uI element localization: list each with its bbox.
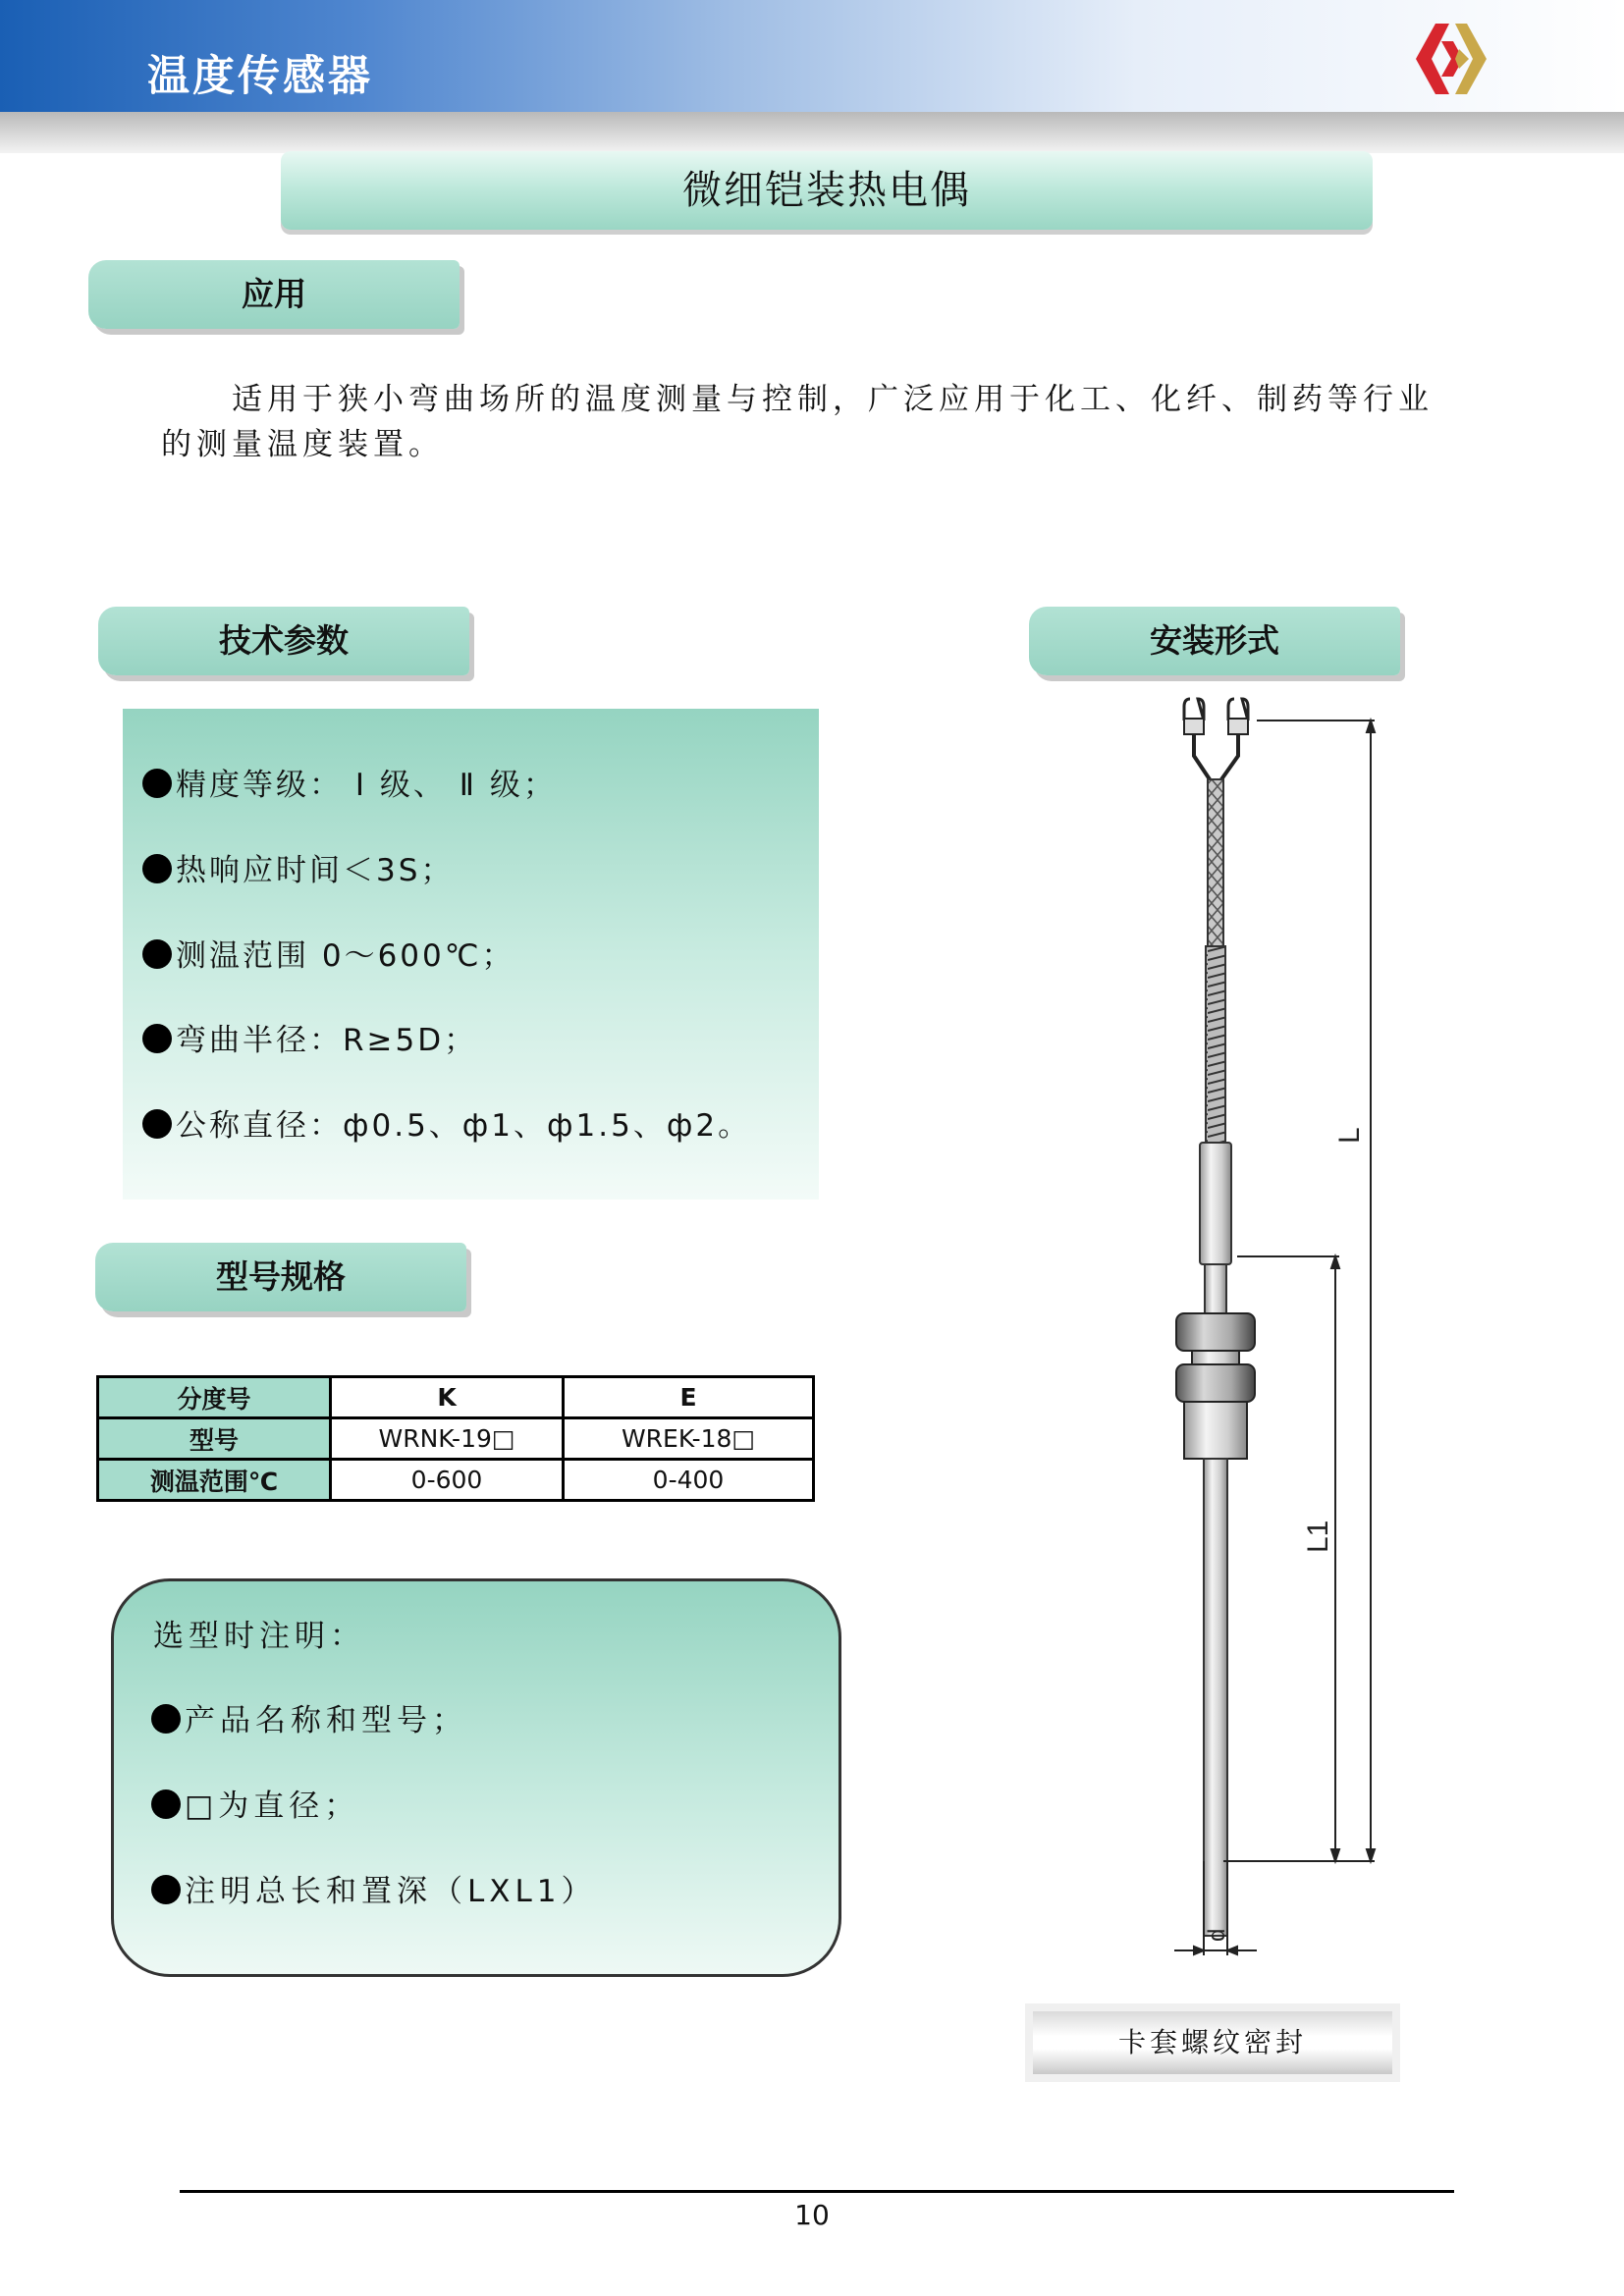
application-text bbox=[161, 377, 1467, 467]
table-row-label: 测温范围℃ bbox=[98, 1460, 331, 1501]
transition-sleeve bbox=[1200, 1143, 1231, 1264]
compression-nut bbox=[1176, 1313, 1255, 1351]
table-cell: WRNK-19□ bbox=[331, 1418, 564, 1460]
notes-title: 选型时注明： bbox=[153, 1619, 365, 1654]
list-item: 测温范围 0～600℃； bbox=[142, 931, 515, 975]
thermocouple-drawing bbox=[1129, 697, 1424, 1973]
table-header-cell: 分度号 bbox=[98, 1377, 331, 1418]
install-caption: 卡套螺纹密封 bbox=[1033, 2011, 1392, 2074]
table-cell: 0-600 bbox=[331, 1460, 564, 1501]
application-text-line2: 的测量温度装置。 bbox=[161, 427, 444, 462]
page-title: 微细铠装热电偶 bbox=[281, 151, 1373, 230]
table-cell: 0-400 bbox=[564, 1460, 814, 1501]
dimension-l-label: L bbox=[1333, 1127, 1366, 1144]
list-item: 产品名称和型号； bbox=[151, 1695, 467, 1739]
fork-terminal-icon bbox=[1184, 699, 1248, 734]
spring-guard bbox=[1206, 946, 1225, 1143]
table-row bbox=[98, 1418, 814, 1460]
section-tab-application: 应用 bbox=[88, 260, 460, 329]
selection-notes-box bbox=[111, 1578, 841, 1977]
footer-divider bbox=[180, 2190, 1454, 2193]
bullet-icon bbox=[142, 1024, 172, 1053]
tech-params-box bbox=[123, 709, 819, 1200]
lock-nut bbox=[1176, 1364, 1255, 1402]
thread-body bbox=[1184, 1402, 1247, 1459]
table-row bbox=[98, 1460, 814, 1501]
list-item: 公称直径：ф0.5、ф1、ф1.5、ф2。 bbox=[142, 1100, 751, 1145]
probe-sheath bbox=[1204, 1459, 1227, 1936]
dimension-l1-label: L1 bbox=[1302, 1520, 1334, 1553]
bullet-icon bbox=[142, 939, 172, 969]
header-title: 温度传感器 bbox=[147, 52, 373, 101]
company-logo-icon bbox=[1406, 20, 1496, 98]
model-spec-table bbox=[96, 1375, 815, 1502]
table-header-cell: E bbox=[564, 1377, 814, 1418]
dimension-l bbox=[1223, 721, 1375, 1861]
bullet-icon bbox=[151, 1875, 181, 1904]
header-shadow bbox=[0, 112, 1624, 153]
table-header-row bbox=[98, 1377, 814, 1418]
bullet-icon bbox=[151, 1789, 181, 1819]
page-number: 10 bbox=[794, 2199, 830, 2231]
table-row-label: 型号 bbox=[98, 1418, 331, 1460]
dimension-d-label: d bbox=[1204, 1928, 1230, 1942]
bullet-icon bbox=[142, 854, 172, 883]
table-header-cell: K bbox=[331, 1377, 564, 1418]
list-item: 精度等级： Ⅰ 级、 Ⅱ 级； bbox=[142, 760, 557, 804]
bullet-icon bbox=[151, 1704, 181, 1734]
list-item: 注明总长和置深（LXL1） bbox=[151, 1866, 597, 1910]
application-text-line1: 适用于狭小弯曲场所的温度测量与控制，广泛应用于化工、化纤、制药等行业 bbox=[232, 382, 1434, 417]
braided-cable bbox=[1208, 779, 1223, 946]
list-item: □为直径； bbox=[151, 1781, 359, 1825]
table-cell: WREK-18□ bbox=[564, 1418, 814, 1460]
bullet-icon bbox=[142, 769, 172, 798]
section-tab-model-spec: 型号规格 bbox=[95, 1243, 466, 1311]
list-item: 热响应时间＜3S； bbox=[142, 845, 454, 889]
bullet-icon bbox=[142, 1109, 172, 1139]
list-item: 弯曲半径：R≥5D； bbox=[142, 1015, 477, 1059]
section-tab-install-form: 安装形式 bbox=[1029, 607, 1400, 675]
section-tab-tech-params: 技术参数 bbox=[98, 607, 469, 675]
